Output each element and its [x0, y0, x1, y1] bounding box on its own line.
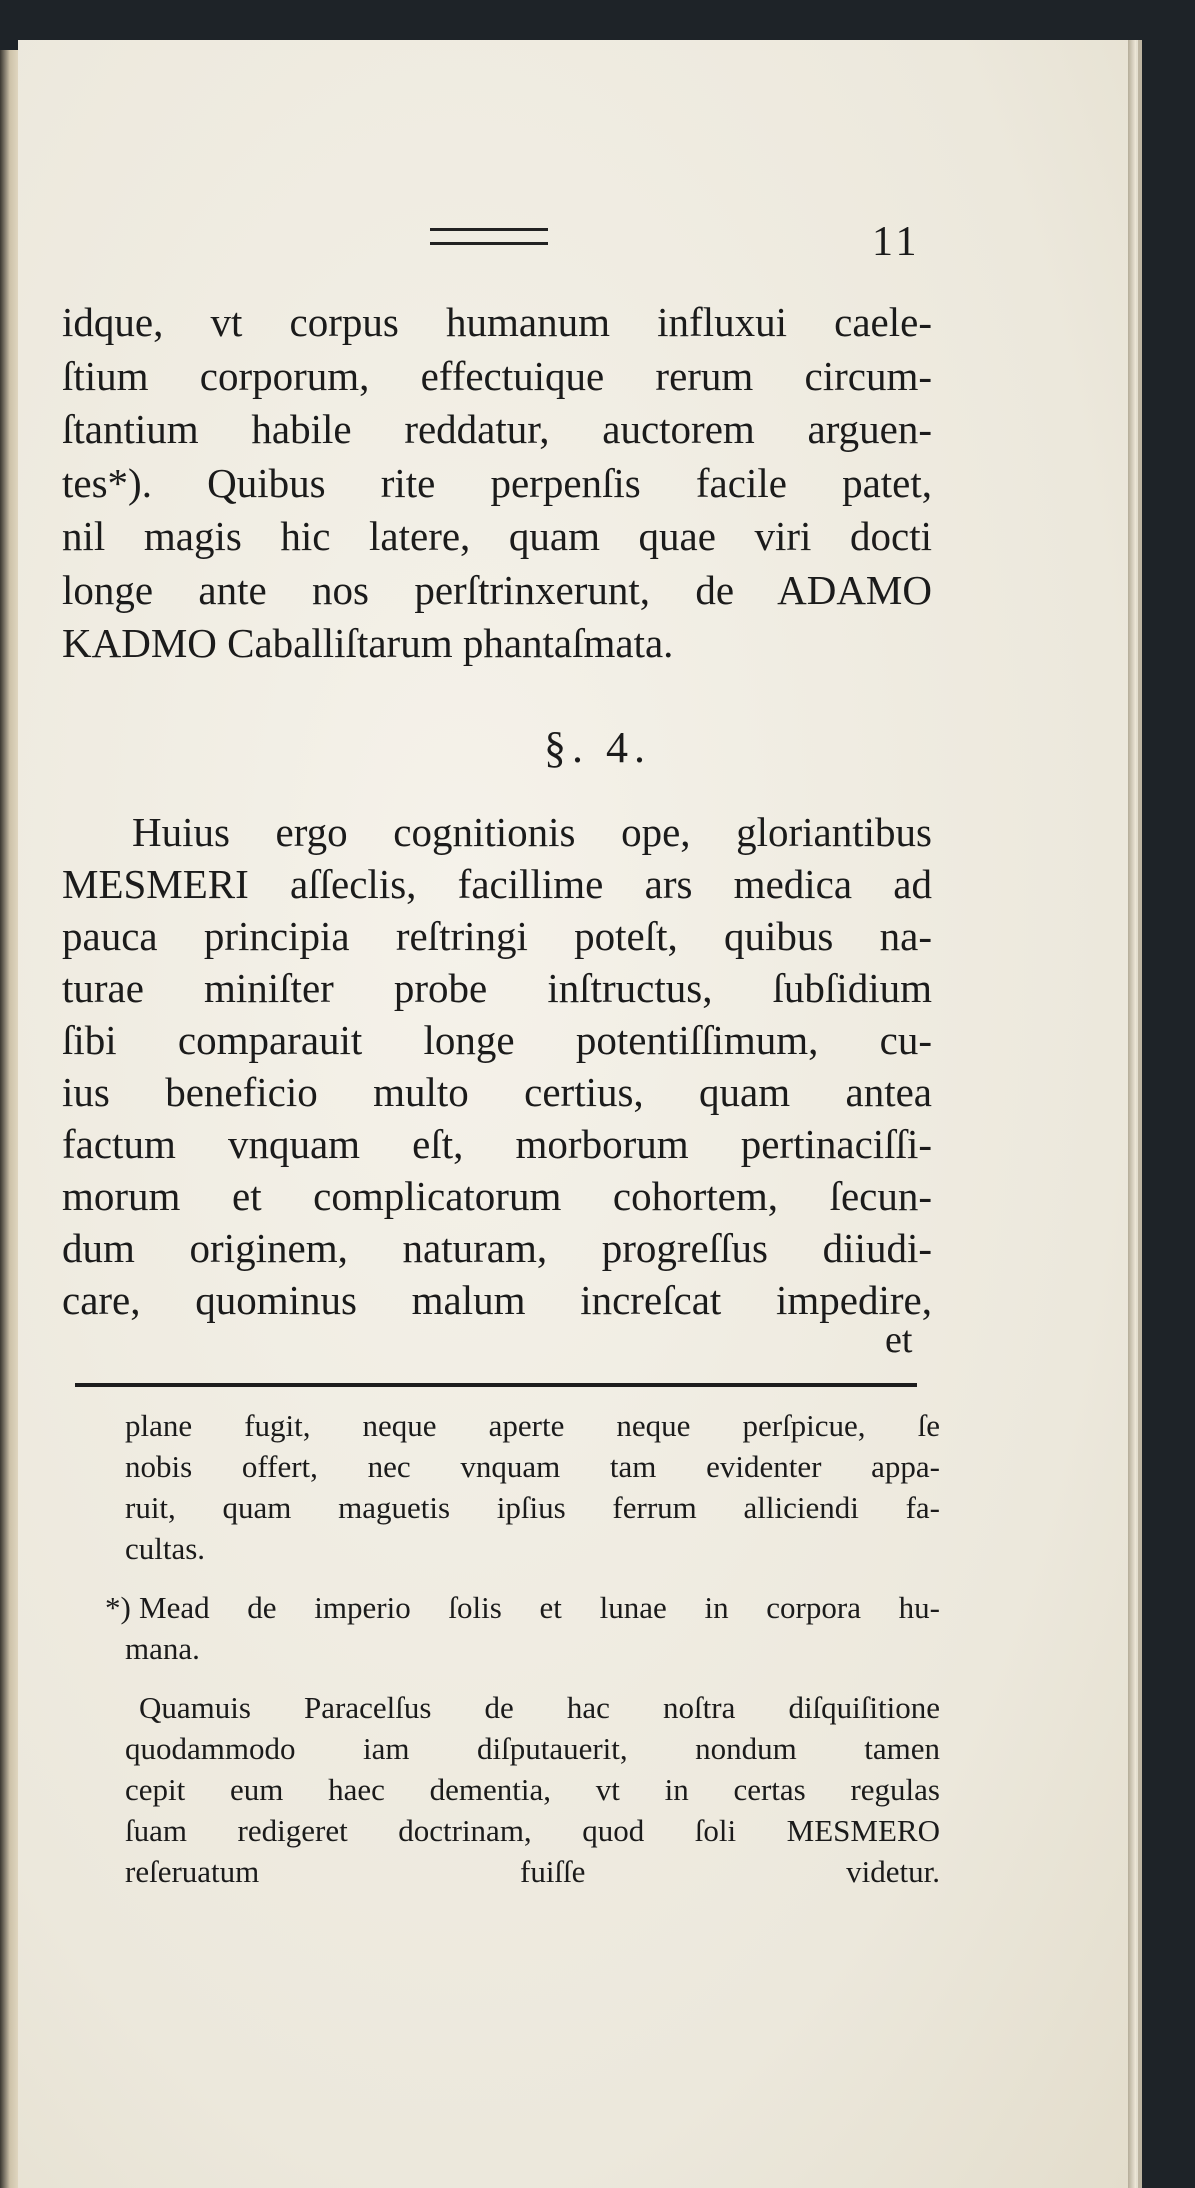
- page-number: 11: [872, 219, 921, 265]
- text-line: idque, vt corpus humanum influxui caele-: [62, 299, 932, 345]
- text-line: turae miniſter probe inſtructus, ſubſidium: [62, 965, 932, 1011]
- text-line: ius beneficio multo certius, quam antea: [62, 1069, 932, 1115]
- footnote-line: mana.: [125, 1631, 200, 1666]
- text-line: pauca principia reſtringi poteſt, quibus na-: [62, 913, 932, 959]
- text-line: dum originem, naturam, progreſſus diiudi-: [62, 1225, 932, 1271]
- paragraph-1: [62, 296, 932, 671]
- footnotes: [105, 1405, 940, 1910]
- footnote-continuation: [125, 1405, 940, 1569]
- footnote-line: plane fugit, neque aperte neque perſpicue, ſe: [125, 1408, 940, 1443]
- catchword: et: [885, 1319, 913, 1361]
- footnote-line: cultas.: [125, 1531, 206, 1566]
- text-line: nil magis hic latere, quam quae viri docti: [62, 513, 932, 559]
- footnote-line: Mead de imperio ſolis et lunae in corpora hu-: [139, 1590, 940, 1625]
- footnote-marker: *): [105, 1590, 131, 1625]
- text-line: Huius ergo cognitionis ope, gloriantibus: [132, 809, 932, 855]
- text-line: ſtantium habile reddatur, auctorem arguen-: [62, 406, 932, 452]
- text-line: care, quominus malum increſcat impedire,: [62, 1277, 932, 1323]
- text-line: factum vnquam eſt, morborum pertinaciſſi-: [62, 1121, 932, 1167]
- text-line: longe ante nos perſtrinxerunt, de ADAMO: [62, 566, 932, 613]
- text-line: morum et complicatorum cohortem, ſecun-: [62, 1173, 932, 1219]
- section-heading: §. 4.: [544, 723, 651, 772]
- footnote-line: Quamuis Paracelſus de hac noſtra diſquiſitione: [139, 1690, 940, 1725]
- paragraph-2: [62, 806, 932, 1326]
- footnote-line: nobis offert, nec vnquam tam evidenter appa-: [125, 1449, 940, 1484]
- text-line: ſibi comparauit longe potentiſſimum, cu-: [62, 1017, 932, 1063]
- footnote-line: quodammodo iam diſputauerit, nondum tamen: [125, 1731, 940, 1766]
- header-ornament-rule: [430, 228, 548, 245]
- text-line: MESMERI aſſeclis, facillime ars medica ad: [62, 861, 932, 907]
- footnote-rule: [75, 1383, 917, 1387]
- footnote-line: cepit eum haec dementia, vt in certas regulas: [125, 1772, 940, 1807]
- footnote-paracelsus: [125, 1687, 940, 1892]
- footnote-line: reſeruatum fuiſſe videtur.: [125, 1854, 940, 1889]
- text-line: KADMO Caballiſtarum phantaſmata.: [62, 620, 674, 666]
- footnote-line: ruit, quam maguetis ipſius ferrum alliciendi fa-: [125, 1490, 940, 1525]
- footnote-line: ſuam redigeret doctrinam, quod ſoli MESMERO: [125, 1813, 940, 1848]
- text-line: ſtium corporum, effectuique rerum circum-: [62, 352, 932, 399]
- footnote-star: [105, 1587, 940, 1669]
- text-line: tes*). Quibus rite perpenſis facile patet,: [62, 459, 932, 506]
- page-edge: [1128, 40, 1136, 2188]
